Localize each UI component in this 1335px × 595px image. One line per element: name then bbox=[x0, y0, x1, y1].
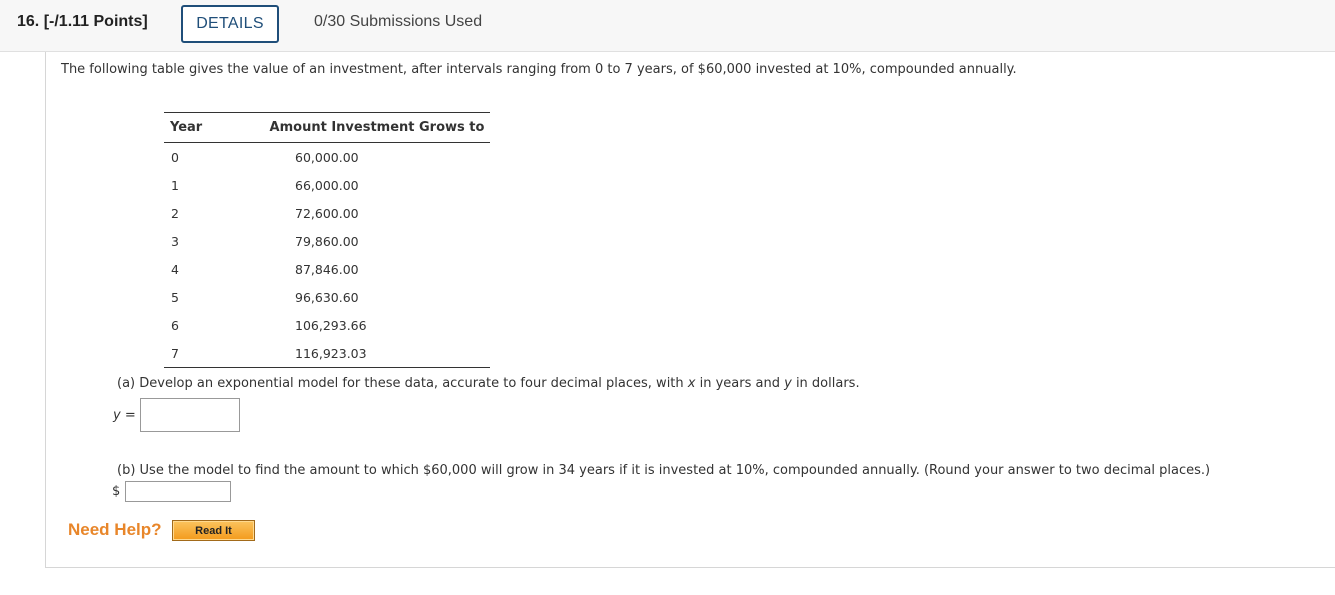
answer-b-input[interactable] bbox=[125, 481, 231, 502]
part-b-amount: $60,000 bbox=[422, 463, 477, 478]
intro-amount: $60,000 bbox=[697, 62, 752, 77]
part-b-years: 34 bbox=[558, 463, 576, 478]
table-row bbox=[164, 339, 490, 367]
investment-table bbox=[164, 112, 490, 368]
cell-year: 0 bbox=[171, 149, 179, 165]
cell-year: 4 bbox=[171, 261, 179, 277]
table-header bbox=[164, 113, 490, 143]
currency-symbol: $ bbox=[112, 484, 121, 499]
read-it-button[interactable]: Read It bbox=[172, 520, 255, 541]
question-points: 16. [-/1.11 Points] bbox=[17, 13, 148, 30]
part-a-text: in dollars. bbox=[791, 376, 860, 391]
table-row bbox=[164, 171, 490, 199]
table-row bbox=[164, 311, 490, 339]
cell-amount: 60,000.00 bbox=[295, 149, 359, 165]
intro-text: The following table gives the value of an investment, after intervals ranging from 0 to 7 years, of bbox=[61, 62, 698, 77]
cell-amount: 106,293.66 bbox=[295, 317, 367, 333]
part-b-text: (b) Use the model to find the amount to which bbox=[117, 463, 423, 478]
equals-sign: = bbox=[120, 408, 136, 423]
part-b-text: years if it is invested at 10%, compounded annually. (Round your answer to two decimal places.) bbox=[575, 463, 1211, 478]
cell-year: 3 bbox=[171, 233, 179, 249]
part-b-prompt bbox=[117, 463, 1210, 478]
cell-year: 7 bbox=[171, 345, 179, 361]
variable-y-label: y bbox=[113, 408, 121, 423]
cell-amount: 79,860.00 bbox=[295, 233, 359, 249]
submissions-used: 0/30 Submissions Used bbox=[314, 13, 483, 30]
cell-amount: 96,630.60 bbox=[295, 289, 359, 305]
cell-amount: 66,000.00 bbox=[295, 177, 359, 193]
details-button[interactable]: DETAILS bbox=[181, 5, 279, 43]
table-row bbox=[164, 227, 490, 255]
variable-y: y bbox=[784, 376, 792, 391]
column-header-year: Year bbox=[170, 120, 203, 135]
table-row bbox=[164, 143, 490, 171]
need-help-label: Need Help? bbox=[68, 520, 162, 539]
cell-amount: 116,923.03 bbox=[295, 345, 367, 361]
column-header-amount: Amount Investment Grows to bbox=[269, 120, 485, 135]
answer-a-label bbox=[113, 408, 136, 423]
part-a-text: in years and bbox=[695, 376, 785, 391]
question-header bbox=[0, 0, 1335, 52]
variable-x: x bbox=[687, 376, 696, 391]
question-intro bbox=[61, 62, 1017, 77]
part-a-prompt bbox=[117, 376, 860, 391]
table-row bbox=[164, 199, 490, 227]
cell-amount: 72,600.00 bbox=[295, 205, 359, 221]
table-row bbox=[164, 283, 490, 311]
answer-a-input[interactable] bbox=[140, 398, 240, 432]
cell-year: 6 bbox=[171, 317, 179, 333]
cell-amount: 87,846.00 bbox=[295, 261, 359, 277]
part-b-text: will grow in bbox=[476, 463, 559, 478]
cell-year: 5 bbox=[171, 289, 179, 305]
intro-text-end: invested at 10%, compounded annually. bbox=[751, 62, 1017, 77]
table-row bbox=[164, 255, 490, 283]
part-a-text: (a) Develop an exponential model for these data, accurate to four decimal places, with bbox=[117, 376, 688, 391]
cell-year: 1 bbox=[171, 177, 179, 193]
cell-year: 2 bbox=[171, 205, 179, 221]
